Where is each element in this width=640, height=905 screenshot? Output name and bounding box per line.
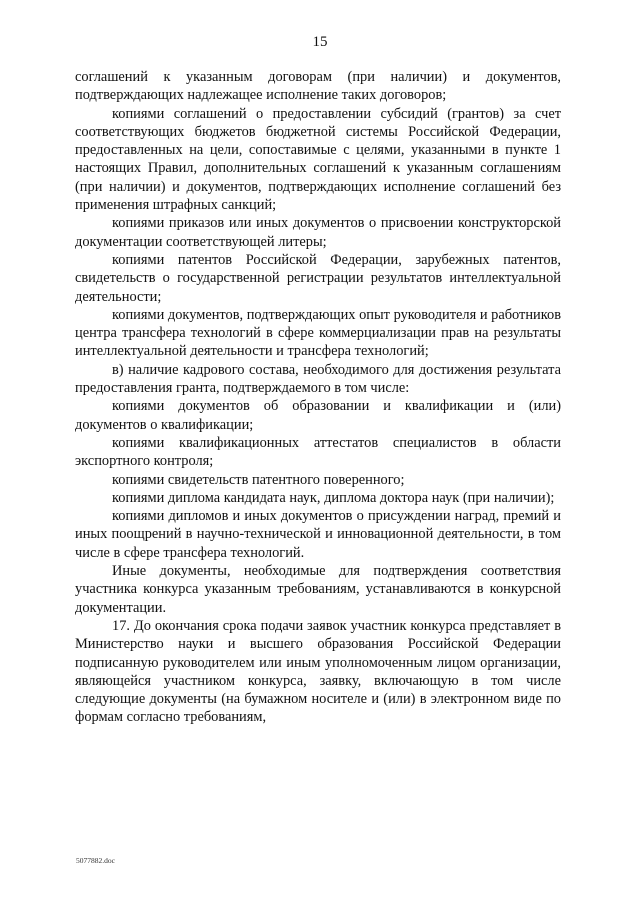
- document-body: [75, 68, 561, 727]
- paragraph: копиями патентов Российской Федерации, зарубежных патентов, свидетельств о государственной регистрации результатов интеллектуальной деятельности;: [75, 251, 561, 305]
- paragraph: соглашений к указанным договорам (при наличии) и документов, подтверждающих надлежащее исполнение таких договоров;: [75, 69, 561, 104]
- paragraph: копиями документов об образовании и квалификации и (или) документов о квалификации;: [75, 398, 561, 433]
- paragraph: в) наличие кадрового состава, необходимого для достижения результата предоставления гранта, подтверждаемого в том числе:: [75, 361, 561, 397]
- paragraph: копиями приказов или иных документов о присвоении конструкторской документации соответствующей литеры;: [75, 215, 561, 250]
- page-number: 15: [312, 34, 328, 50]
- paragraph: 17. До окончания срока подачи заявок участник конкурса представляет в Министерство науки и высшего образования Российской Федерации подписанную руководителем или иным уполномоченным лицом организации, являющейся участником конкурса, заявку, включающую в том числе следующие документы (на бумажном носителе и (или) в электронном виде по формам согласно требованиям,: [75, 617, 561, 726]
- paragraph: копиями документов, подтверждающих опыт руководителя и работников центра трансфера технологий в сфере коммерциализации прав на результаты интеллектуальной деятельности и трансфера технологий;: [75, 306, 561, 360]
- paragraph: копиями соглашений о предоставлении субсидий (грантов) за счет соответствующих бюджетов бюджетной системы Российской Федерации, предоставленных на цели, сопоставимые с целями, указанными в пункте 1 настоящих Правил, дополнительных соглашений к указанным соглашениям (при наличии) и документов, подтверждающих исполнение соглашений без применения штрафных санкций;: [75, 105, 561, 214]
- document-file-code: 5077882.doc: [76, 856, 115, 865]
- paragraph: копиями квалификационных аттестатов специалистов в области экспортного контроля;: [75, 434, 561, 470]
- paragraph: Иные документы, необходимые для подтверждения соответствия участника конкурса указанным требованиям, устанавливаются в конкурсной документации.: [75, 563, 561, 616]
- paragraph: копиями свидетельств патентного поверенного;: [112, 471, 405, 488]
- paragraph: копиями диплома кандидата наук, диплома доктора наук (при наличии);: [112, 489, 555, 506]
- paragraph: копиями дипломов и иных документов о присуждении наград, премий и иных поощрений в научно-технической и инновационной деятельности, в том числе в сфере трансфера технологий.: [75, 508, 561, 561]
